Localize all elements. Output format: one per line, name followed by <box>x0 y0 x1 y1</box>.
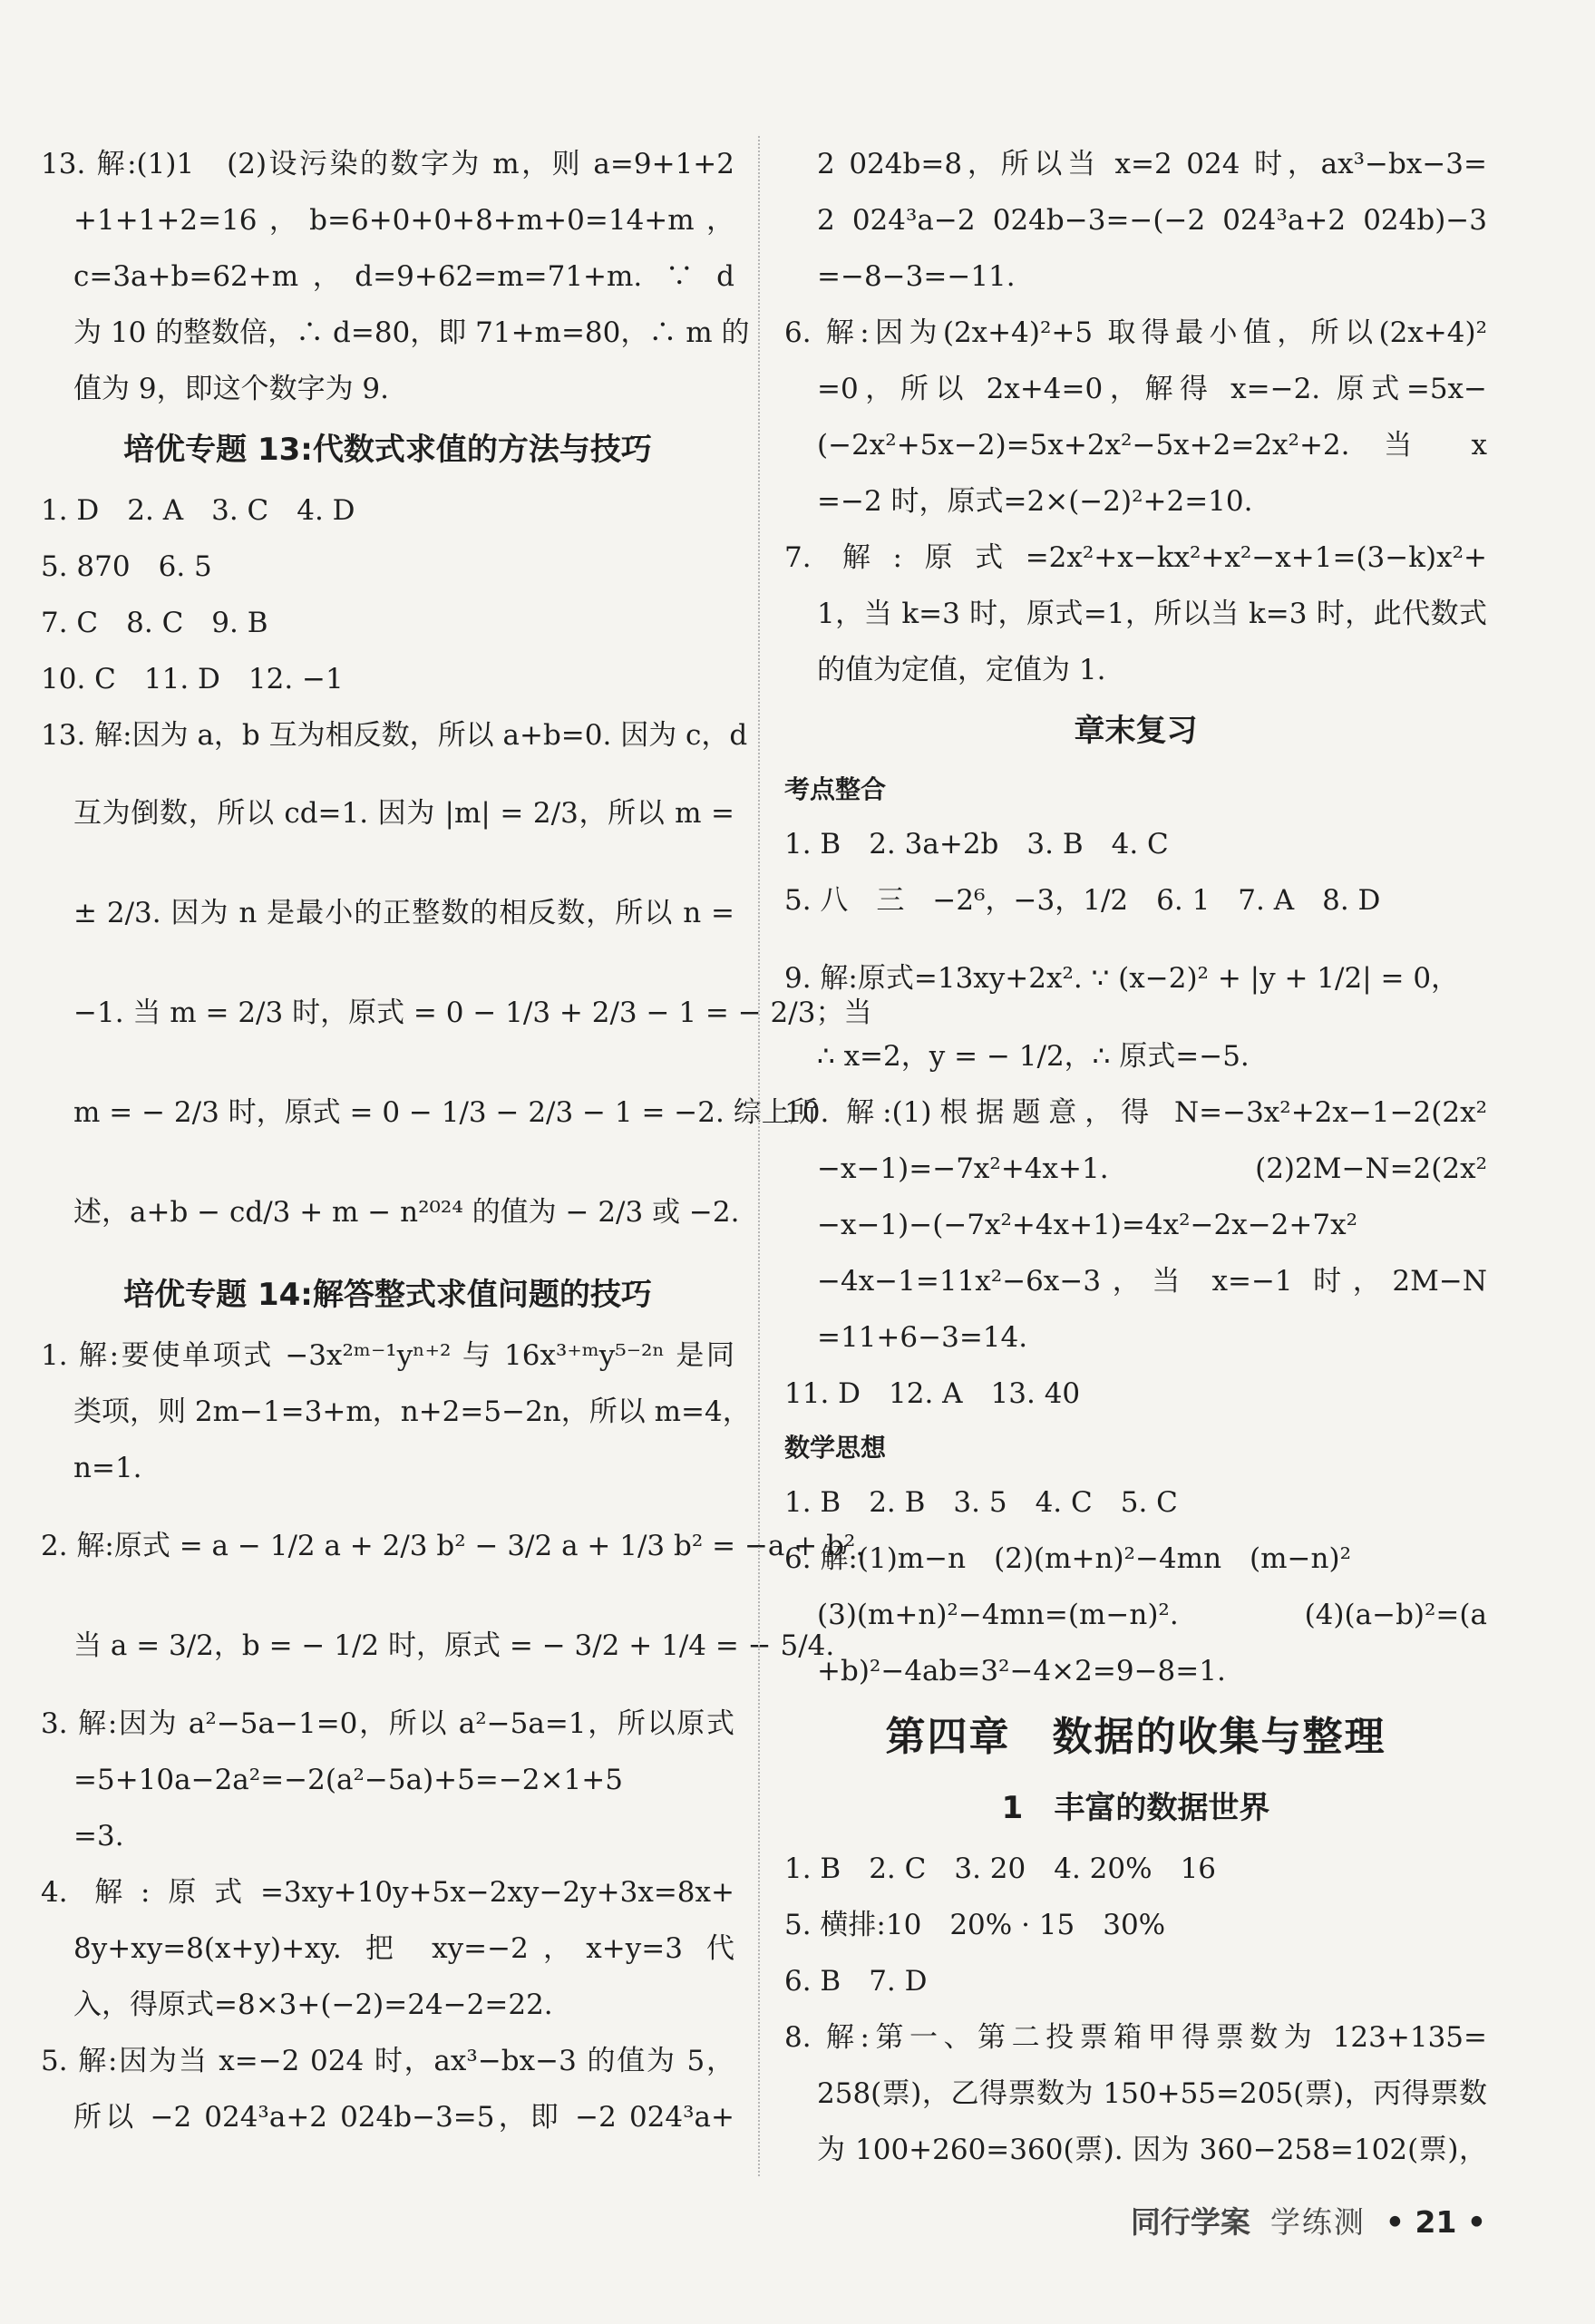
answer-line: n=1. <box>73 1452 142 1484</box>
answer-line: 11. D 12. A 13. 40 <box>784 1377 1081 1410</box>
answer-line: +b)²−4ab=3²−4×2=9−8=1. <box>817 1655 1226 1687</box>
answer-line: 13. 解:因为 a，b 互为相反数，所以 a+b=0. 因为 c，d <box>41 719 748 752</box>
answer-line: 8. 解:第一、第二投票箱甲得票数为 123+135= <box>784 2021 1487 2054</box>
answer-line: 10. C 11. D 12. −1 <box>41 663 344 695</box>
answer-line: (−2x²+5x−2)=5x+2x²−5x+2=2x²+2. 当 x <box>817 429 1487 462</box>
answer-line: c=3a+b=62+m，d=9+62=m=71+m. ∵ d <box>73 260 734 293</box>
answer-line: 258(票)，乙得票数为 150+55=205(票)，丙得票数 <box>817 2077 1487 2110</box>
answer-line: m = − 2/3 时，原式 = 0 − 1/3 − 2/3 − 1 = −2. 综上所 <box>73 1096 818 1129</box>
answer-line: 1. D 2. A 3. C 4. D <box>41 494 355 527</box>
answer-line: −4x−1=11x²−6x−3，当 x=−1 时，2M−N <box>817 1265 1487 1298</box>
answer-line: =0，所以 2x+4=0，解得 x=−2. 原式=5x− <box>817 373 1487 405</box>
answer-line: 1. B 2. C 3. 20 4. 20% 16 <box>784 1852 1217 1885</box>
footer-subtitle: 学练测 <box>1269 2204 1366 2240</box>
footer-brand: 同行学案 <box>1130 2204 1250 2240</box>
answer-line: (3)(m+n)²−4mn=(m−n)². (4)(a−b)²=(a <box>817 1599 1487 1631</box>
answer-line: 互为倒数，所以 cd=1. 因为 |m| = 2/3，所以 m = <box>73 797 734 830</box>
answer-line: 3. 解:因为 a²−5a−1=0，所以 a²−5a=1，所以原式 <box>41 1707 734 1740</box>
answer-line: 值为 9，即这个数字为 9. <box>73 373 390 405</box>
answer-line: ± 2/3. 因为 n 是最小的正整数的相反数，所以 n = <box>73 897 734 929</box>
answer-line: ∴ x=2，y = − 1/2，∴ 原式=−5. <box>817 1040 1250 1073</box>
subsection-title: 考点整合 <box>784 774 887 804</box>
answer-line: 1. 解:要使单项式 −3x²ᵐ⁻¹yⁿ⁺² 与 16x³⁺ᵐy⁵⁻²ⁿ 是同 <box>41 1339 734 1372</box>
answer-line: +1+1+2=16，b=6+0+0+8+m+0=14+m， <box>73 204 734 237</box>
answer-line: 9. 解:原式=13xy+2x². ∵ (x−2)² + |y + 1/2| = 0， <box>784 962 1460 995</box>
answer-line: 13. 解:(1)1 (2)设污染的数字为 m，则 a=9+1+2 <box>41 148 734 180</box>
answer-line: 5. 解:因为当 x=−2 024 时，ax³−bx−3 的值为 5， <box>41 2045 734 2077</box>
answer-line: 入，得原式=8×3+(−2)=24−2=22. <box>73 1989 553 2021</box>
page-number: • 21 • <box>1385 2204 1486 2240</box>
answer-line: =3. <box>73 1820 124 1852</box>
answer-line: 2 024³a−2 024b−3=−(−2 024³a+2 024b)−3 <box>817 204 1487 237</box>
section-title: 培优专题 14:解答整式求值问题的技巧 <box>123 1277 652 1313</box>
section-title: 1 丰富的数据世界 <box>1001 1790 1270 1826</box>
answer-line: =−2 时，原式=2×(−2)²+2=10. <box>817 485 1253 518</box>
answer-line: =−8−3=−11. <box>817 260 1016 293</box>
answer-line: 10. 解:(1)根据题意，得 N=−3x²+2x−1−2(2x² <box>784 1096 1487 1129</box>
answer-line: 8y+xy=8(x+y)+xy. 把 xy=−2，x+y=3 代 <box>73 1932 734 1965</box>
answer-line: 6. B 7. D <box>784 1965 928 1998</box>
answer-line: 7. C 8. C 9. B <box>41 607 268 639</box>
answer-line: 类项，则 2m−1=3+m，n+2=5−2n，所以 m=4， <box>73 1395 751 1428</box>
answer-line: −x−1)−(−7x²+4x+1)=4x²−2x−2+7x² <box>817 1209 1357 1241</box>
page-footer <box>1131 2199 1486 2241</box>
column-divider <box>758 136 760 2176</box>
answer-line: 当 a = 3/2，b = − 1/2 时，原式 = − 3/2 + 1/4 = − 5/4. <box>73 1629 835 1662</box>
section-title: 章末复习 <box>1074 713 1198 749</box>
answer-line: 的值为定值，定值为 1. <box>817 654 1106 686</box>
answer-line: =5+10a−2a²=−2(a²−5a)+5=−2×1+5 <box>73 1764 623 1796</box>
answer-line: 为 100+260=360(票). 因为 360−258=102(票)， <box>817 2134 1487 2166</box>
answer-line: 1，当 k=3 时，原式=1，所以当 k=3 时，此代数式 <box>817 598 1487 630</box>
answer-line: =11+6−3=14. <box>817 1321 1028 1354</box>
answer-line: 5. 八 三 −2⁶，−3，1/2 6. 1 7. A 8. D <box>784 884 1381 917</box>
answer-line: −x−1)=−7x²+4x+1. (2)2M−N=2(2x² <box>817 1152 1487 1185</box>
section-title: 培优专题 13:代数式求值的方法与技巧 <box>123 432 652 468</box>
answer-line: 6. 解:因为(2x+4)²+5 取得最小值，所以(2x+4)² <box>784 316 1487 349</box>
answer-line: 1. B 2. B 3. 5 4. C 5. C <box>784 1486 1178 1519</box>
right-column <box>784 136 1487 2178</box>
answer-line: 所以 −2 024³a+2 024b−3=5，即 −2 024³a+ <box>73 2101 734 2134</box>
answer-line: 2 024b=8，所以当 x=2 024 时，ax³−bx−3= <box>817 148 1487 180</box>
answer-line: 5. 横排:10 20% · 15 30% <box>784 1909 1166 1941</box>
answer-line: 5. 870 6. 5 <box>41 550 212 583</box>
answer-line: 为 10 的整数倍，∴ d=80，即 71+m=80，∴ m 的 <box>73 316 750 349</box>
answer-line: 2. 解:原式 = a − 1/2 a + 2/3 b² − 3/2 a + 1/3 b² = −a + b². <box>41 1530 865 1562</box>
answer-line: 述，a+b − cd/3 + m − n²⁰²⁴ 的值为 − 2/3 或 −2. <box>73 1196 740 1229</box>
chapter-title: 第四章 数据的收集与整理 <box>885 1714 1386 1760</box>
answer-line: 1. B 2. 3a+2b 3. B 4. C <box>784 828 1169 861</box>
subsection-title: 数学思想 <box>784 1433 887 1463</box>
answer-line: 4. 解:原式=3xy+10y+5x−2xy−2y+3x=8x+ <box>41 1876 734 1909</box>
answer-line: 7. 解:原式=2x²+x−kx²+x²−x+1=(3−k)x²+ <box>784 541 1487 574</box>
answer-line: −1. 当 m = 2/3 时，原式 = 0 − 1/3 + 2/3 − 1 = − 2/3；当 <box>73 997 872 1029</box>
answer-line: 6. 解:(1)m−n (2)(m+n)²−4mn (m−n)² <box>784 1542 1351 1575</box>
